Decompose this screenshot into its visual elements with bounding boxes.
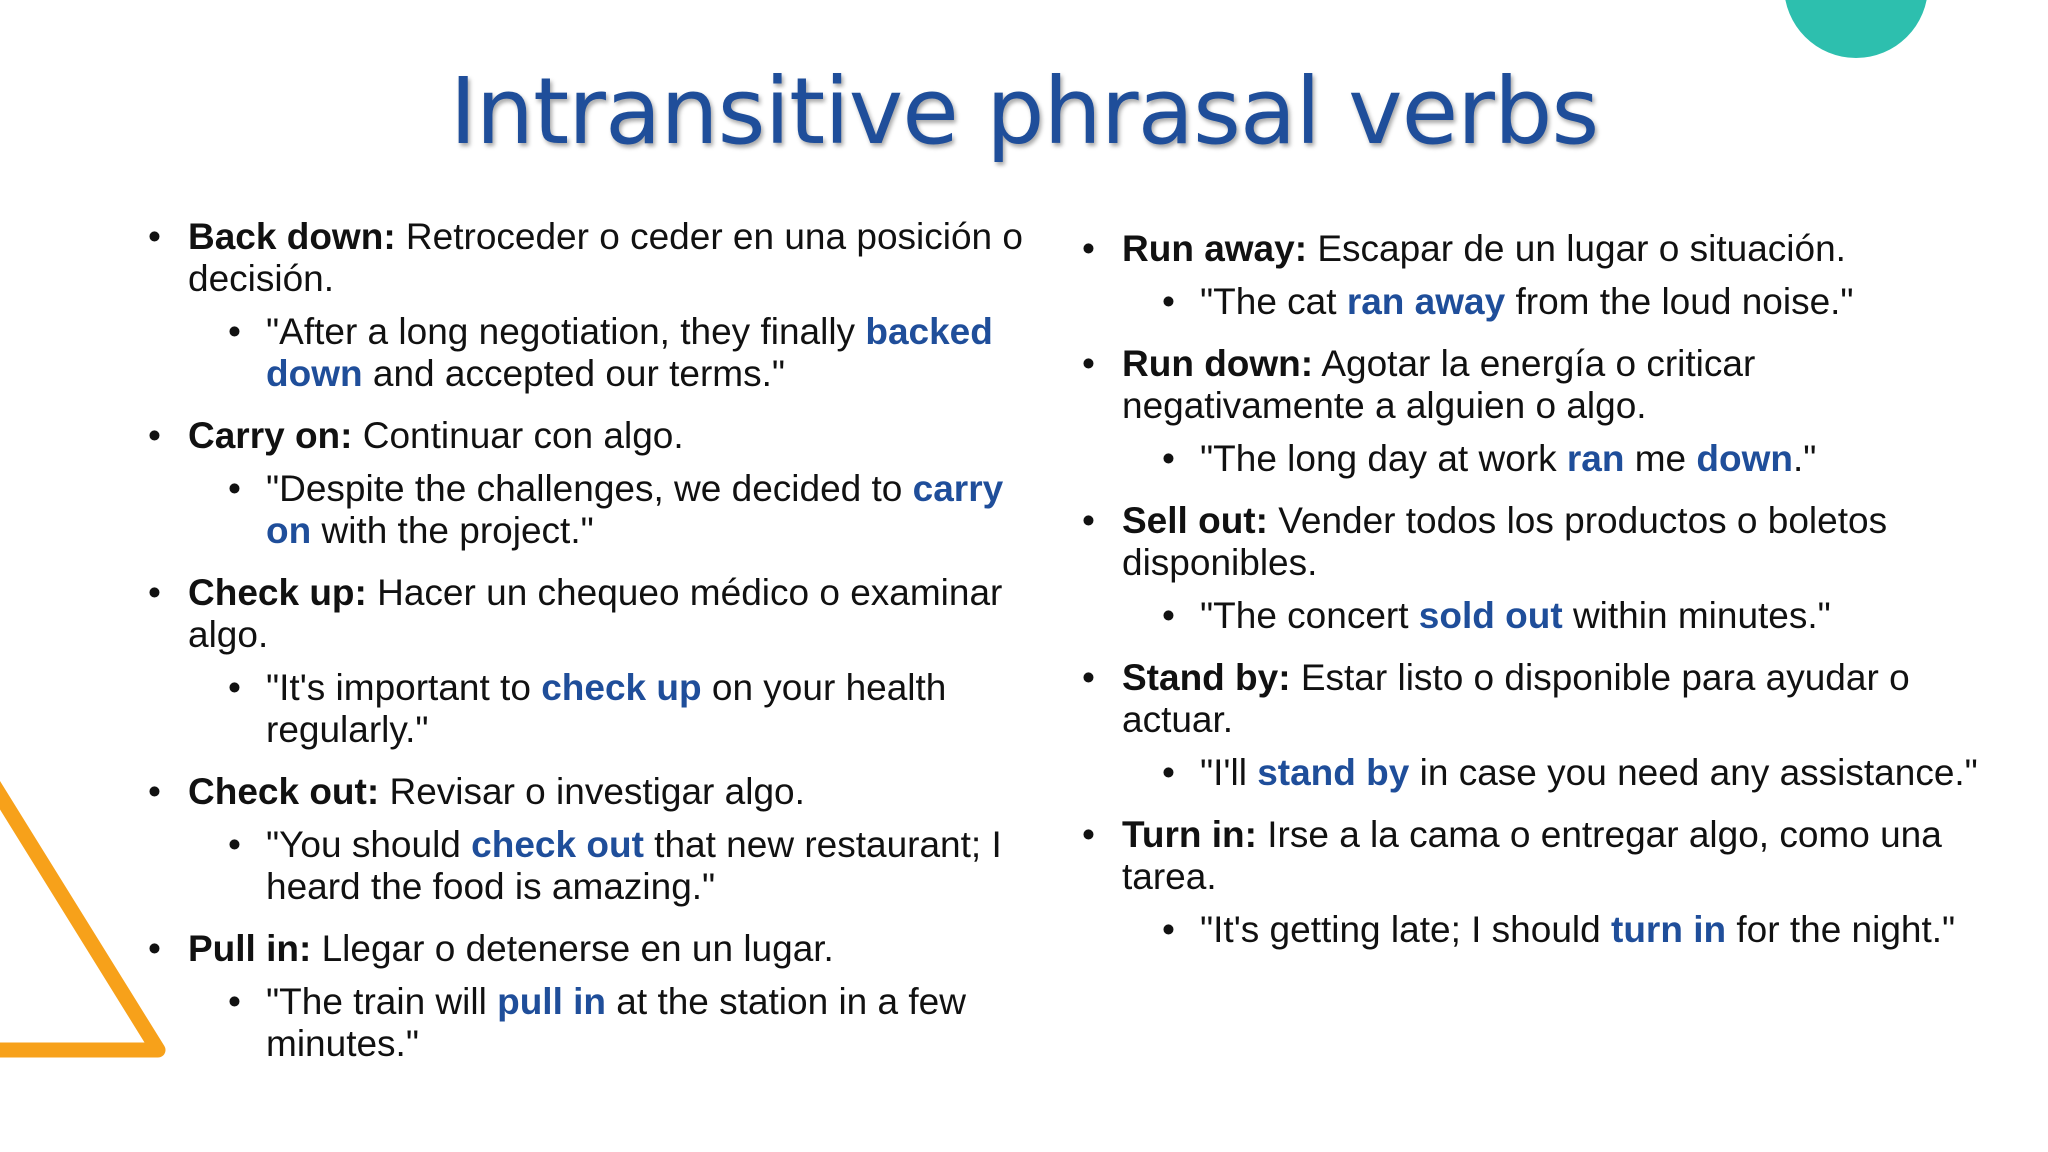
bullet-marker: • bbox=[1162, 909, 1175, 950]
example-text: "The train will bbox=[266, 981, 498, 1022]
verb-entry bbox=[1082, 228, 2002, 323]
example-sentence bbox=[228, 667, 1028, 751]
verb-term: Run down: bbox=[1122, 343, 1314, 384]
bullet-marker: • bbox=[228, 981, 241, 1022]
verb-entry bbox=[148, 572, 1028, 751]
highlighted-phrasal-verb: stand by bbox=[1257, 752, 1410, 793]
example-sentence bbox=[1162, 595, 2002, 637]
bullet-marker: • bbox=[228, 824, 241, 865]
example-text: "Despite the challenges, we decided to bbox=[266, 468, 913, 509]
bullet-marker: • bbox=[1082, 500, 1095, 541]
verb-entry bbox=[148, 771, 1028, 908]
bullet-marker: • bbox=[148, 216, 161, 257]
example-text: "The long day at work bbox=[1200, 438, 1567, 479]
example-text: ." bbox=[1793, 438, 1817, 479]
example-sentence bbox=[228, 311, 1028, 395]
verb-term: Run away: bbox=[1122, 228, 1308, 269]
example-text: "After a long negotiation, they finally bbox=[266, 311, 866, 352]
example-text: in case you need any assistance." bbox=[1409, 752, 1978, 793]
bullet-marker: • bbox=[1082, 343, 1095, 384]
example-text: within minutes." bbox=[1562, 595, 1831, 636]
example-text: that new restaurant; I heard the food is amazing." bbox=[266, 824, 1002, 907]
highlighted-phrasal-verb: check up bbox=[541, 667, 702, 708]
left-verb-list bbox=[148, 216, 1028, 1085]
verb-entry bbox=[148, 216, 1028, 395]
verb-entry bbox=[1082, 814, 2002, 951]
example-sentence bbox=[228, 981, 1028, 1065]
highlighted-phrasal-verb: ran bbox=[1566, 438, 1625, 479]
verb-definition: Irse a la cama o entregar algo, como una tarea. bbox=[1122, 814, 1942, 897]
example-text: on your health regularly." bbox=[266, 667, 947, 750]
verb-definition: Agotar la energía o criticar negativamente a alguien o algo. bbox=[1122, 343, 1756, 426]
verb-term: Check out: bbox=[188, 771, 380, 812]
highlighted-phrasal-verb: ran away bbox=[1346, 281, 1506, 322]
verb-definition: Escapar de un lugar o situación. bbox=[1307, 228, 1846, 269]
bullet-marker: • bbox=[1162, 281, 1175, 322]
example-text: "I'll bbox=[1200, 752, 1258, 793]
example-text: me bbox=[1624, 438, 1697, 479]
bullet-marker: • bbox=[148, 771, 161, 812]
bullet-marker: • bbox=[148, 415, 161, 456]
teal-circle-decoration bbox=[1784, 0, 1928, 58]
verb-term: Check up: bbox=[188, 572, 367, 613]
highlighted-phrasal-verb: pull in bbox=[497, 981, 607, 1022]
example-sentence bbox=[228, 468, 1028, 552]
bullet-marker: • bbox=[1082, 814, 1095, 855]
verb-definition: Continuar con algo. bbox=[352, 415, 684, 456]
verb-definition: Llegar o detenerse en un lugar. bbox=[311, 928, 834, 969]
bullet-marker: • bbox=[228, 468, 241, 509]
example-sentence bbox=[1162, 752, 2002, 794]
bullet-marker: • bbox=[148, 928, 161, 969]
example-text: "It's important to bbox=[266, 667, 542, 708]
verb-entry bbox=[148, 415, 1028, 552]
verb-term: Pull in: bbox=[188, 928, 312, 969]
highlighted-phrasal-verb: check out bbox=[471, 824, 644, 865]
example-text: from the loud noise." bbox=[1505, 281, 1854, 322]
verb-entry bbox=[1082, 343, 2002, 480]
bullet-marker: • bbox=[1082, 657, 1095, 698]
highlighted-phrasal-verb: down bbox=[1696, 438, 1794, 479]
slide-title: Intransitive phrasal verbs bbox=[449, 58, 1599, 165]
highlighted-phrasal-verb: carry on bbox=[266, 468, 1004, 551]
example-text: "The cat bbox=[1200, 281, 1347, 322]
verb-entry bbox=[1082, 500, 2002, 637]
bullet-marker: • bbox=[1162, 595, 1175, 636]
example-text: for the night." bbox=[1726, 909, 1956, 950]
verb-term: Sell out: bbox=[1122, 500, 1268, 541]
bullet-marker: • bbox=[228, 667, 241, 708]
highlighted-phrasal-verb: turn in bbox=[1611, 909, 1727, 950]
example-text: and accepted our terms." bbox=[362, 353, 786, 394]
highlighted-phrasal-verb: sold out bbox=[1418, 595, 1563, 636]
verb-entry bbox=[148, 928, 1028, 1065]
verb-term: Stand by: bbox=[1122, 657, 1291, 698]
example-text: "It's getting late; I should bbox=[1200, 909, 1611, 950]
example-sentence bbox=[1162, 909, 2002, 951]
example-sentence bbox=[228, 824, 1028, 908]
verb-definition: Retroceder o ceder en una posición o decisión. bbox=[188, 216, 1023, 299]
right-verb-list bbox=[1082, 228, 2002, 971]
verb-definition: Vender todos los productos o boletos disponibles. bbox=[1122, 500, 1888, 583]
example-text: with the project." bbox=[311, 510, 594, 551]
verb-definition: Estar listo o disponible para ayudar o actuar. bbox=[1122, 657, 1910, 740]
verb-term: Carry on: bbox=[188, 415, 353, 456]
highlighted-phrasal-verb: backed down bbox=[266, 311, 993, 394]
example-text: "The concert bbox=[1200, 595, 1419, 636]
orange-triangle-decoration bbox=[0, 750, 170, 1060]
example-sentence bbox=[1162, 281, 2002, 323]
example-text: at the station in a few minutes." bbox=[266, 981, 966, 1064]
bullet-marker: • bbox=[1082, 228, 1095, 269]
verb-definition: Hacer un chequeo médico o examinar algo. bbox=[188, 572, 1003, 655]
verb-definition: Revisar o investigar algo. bbox=[379, 771, 805, 812]
example-sentence bbox=[1162, 438, 2002, 480]
verb-term: Back down: bbox=[188, 216, 396, 257]
bullet-marker: • bbox=[1162, 752, 1175, 793]
bullet-marker: • bbox=[228, 311, 241, 352]
bullet-marker: • bbox=[148, 572, 161, 613]
verb-entry bbox=[1082, 657, 2002, 794]
example-text: "You should bbox=[266, 824, 472, 865]
bullet-marker: • bbox=[1162, 438, 1175, 479]
verb-term: Turn in: bbox=[1122, 814, 1257, 855]
